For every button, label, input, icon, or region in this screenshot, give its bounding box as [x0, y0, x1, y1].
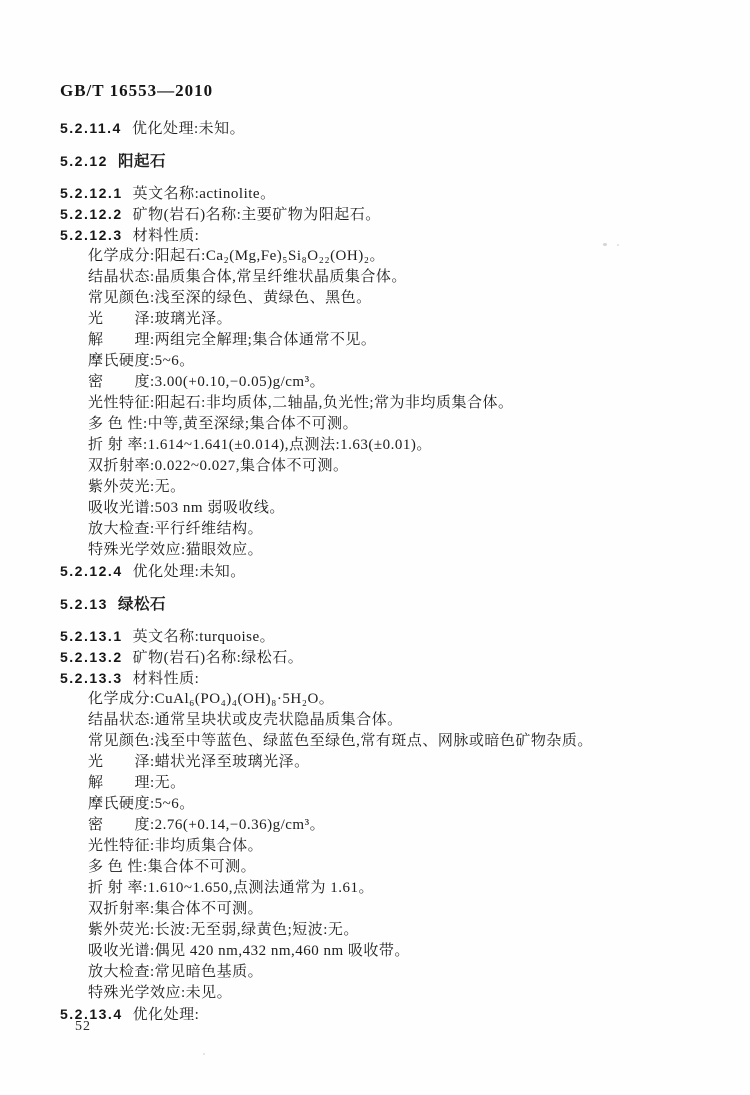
doc-line [60, 836, 710, 857]
property-text: 双折射率:集合体不可测。 [88, 901, 264, 917]
property-text: 吸收光谱:503 nm 弱吸收线。 [88, 500, 285, 516]
doc-line [60, 372, 710, 393]
clause-text: 矿物(岩石)名称:绿松石。 [132, 650, 304, 666]
property-text: 光 泽:玻璃光泽。 [88, 311, 233, 327]
clause-text: 优化处理: [132, 1007, 200, 1023]
doc-line [60, 1004, 710, 1025]
clause-number: 5.2.13.4 [60, 1006, 123, 1022]
doc-line [60, 267, 710, 288]
clause-number: 5.2.13.3 [60, 670, 123, 686]
doc-line [60, 309, 710, 330]
clause-number: 5.2.11.4 [60, 120, 122, 136]
property-text: 摩氏硬度:5~6。 [88, 353, 195, 369]
clause-number: 5.2.13.1 [60, 628, 123, 644]
clause-number: 5.2.12.3 [60, 227, 123, 243]
property-text: 特殊光学效应:未见。 [88, 985, 233, 1001]
property-text: 折 射 率:1.614~1.641(±0.014),点测法:1.63(±0.01)。 [88, 437, 432, 453]
section-heading [60, 594, 710, 615]
doc-line [60, 689, 710, 710]
clause-text: 矿物(岩石)名称:主要矿物为阳起石。 [132, 207, 381, 223]
property-text: 密 度:3.00(+0.10,−0.05)g/cm³。 [88, 374, 326, 390]
doc-line [60, 773, 710, 794]
doc-line [60, 710, 710, 731]
doc-line [60, 118, 710, 139]
property-text: 双折射率:0.022~0.027,集合体不可测。 [88, 458, 349, 474]
clause-number: 5.2.12.1 [60, 185, 123, 201]
doc-line [60, 962, 710, 983]
clause-text: 优化处理:未知。 [132, 564, 246, 580]
property-text: 常见颜色:浅至中等蓝色、绿蓝色至绿色,常有斑点、网脉或暗色矿物杂质。 [88, 733, 593, 749]
clause-number: 5.2.12.4 [60, 563, 123, 579]
doc-line [60, 626, 710, 647]
heading-title: 绿松石 [117, 596, 166, 613]
doc-line [60, 498, 710, 519]
clause-text: 材料性质: [132, 671, 200, 687]
property-text: 摩氏硬度:5~6。 [88, 796, 195, 812]
property-text: 解 理:两组完全解理;集合体通常不见。 [88, 332, 377, 348]
scan-speck [203, 1053, 205, 1055]
property-text: 常见颜色:浅至深的绿色、黄绿色、黑色。 [88, 290, 372, 306]
property-text: 放大检查:平行纤维结构。 [88, 521, 264, 537]
property-text: 光性特征:非均质集合体。 [88, 838, 264, 854]
doc-line [60, 456, 710, 477]
property-text: 紫外荧光:无。 [88, 479, 186, 495]
property-text: 折 射 率:1.610~1.650,点测法通常为 1.61。 [88, 880, 375, 896]
doc-line [60, 183, 710, 204]
property-text: 结晶状态:通常呈块状或皮壳状隐晶质集合体。 [88, 712, 403, 728]
doc-line [60, 731, 710, 752]
property-text: 放大检查:常见暗色基质。 [88, 964, 264, 980]
doc-line [60, 899, 710, 920]
doc-line [60, 225, 710, 246]
clause-number: 5.2.13.2 [60, 649, 123, 665]
property-text: 紫外荧光:长波:无至弱,绿黄色;短波:无。 [88, 922, 359, 938]
property-text: 密 度:2.76(+0.14,−0.36)g/cm³。 [88, 817, 326, 833]
property-text: 多 色 性:集合体不可测。 [88, 859, 257, 875]
document-content [60, 80, 710, 1025]
property-text: 吸收光谱:偶见 420 nm,432 nm,460 nm 吸收带。 [88, 943, 410, 959]
clause-number: 5.2.12.2 [60, 206, 123, 222]
property-text: 化学成分:CuAl₆(PO₄)₄(OH)₈·5H₂O。 [88, 691, 335, 707]
doc-line [60, 983, 710, 1004]
heading-title: 阳起石 [117, 153, 166, 170]
doc-line [60, 351, 710, 372]
clause-text: 英文名称:turquoise。 [132, 629, 276, 645]
doc-line [60, 815, 710, 836]
clause-number: 5.2.12 [60, 153, 108, 169]
doc-line [60, 920, 710, 941]
doc-line [60, 794, 710, 815]
doc-line [60, 561, 710, 582]
page-number: 52 [75, 1019, 91, 1034]
section-heading [60, 151, 710, 172]
property-text: 结晶状态:晶质集合体,常呈纤维状晶质集合体。 [88, 269, 407, 285]
doc-line [60, 752, 710, 773]
property-text: 光 泽:蜡状光泽至玻璃光泽。 [88, 754, 310, 770]
doc-line [60, 393, 710, 414]
clause-number: 5.2.13 [60, 596, 108, 612]
doc-line [60, 435, 710, 456]
scan-speck [617, 244, 619, 246]
doc-line [60, 647, 710, 668]
doc-line [60, 246, 710, 267]
clause-text: 优化处理:未知。 [132, 121, 246, 137]
scan-speck [603, 243, 607, 246]
doc-line [60, 288, 710, 309]
clause-text: 材料性质: [132, 228, 200, 244]
property-text: 光性特征:阳起石:非均质体,二轴晶,负光性;常为非均质集合体。 [88, 395, 514, 411]
document-body [60, 118, 710, 1025]
doc-line [60, 414, 710, 435]
doc-line [60, 668, 710, 689]
property-text: 特殊光学效应:猫眼效应。 [88, 542, 264, 558]
doc-line [60, 878, 710, 899]
property-text: 解 理:无。 [88, 775, 186, 791]
clause-text: 英文名称:actinolite。 [132, 186, 276, 202]
standard-number-header: GB/T 16553—2010 [60, 81, 214, 100]
doc-line [60, 540, 710, 561]
doc-line [60, 330, 710, 351]
doc-line [60, 477, 710, 498]
doc-line [60, 519, 710, 540]
doc-line [60, 941, 710, 962]
property-text: 化学成分:阳起石:Ca₂(Mg,Fe)₅Si₈O₂₂(OH)₂。 [88, 248, 385, 264]
property-text: 多 色 性:中等,黄至深绿;集合体不可测。 [88, 416, 359, 432]
doc-line [60, 204, 710, 225]
doc-line [60, 857, 710, 878]
